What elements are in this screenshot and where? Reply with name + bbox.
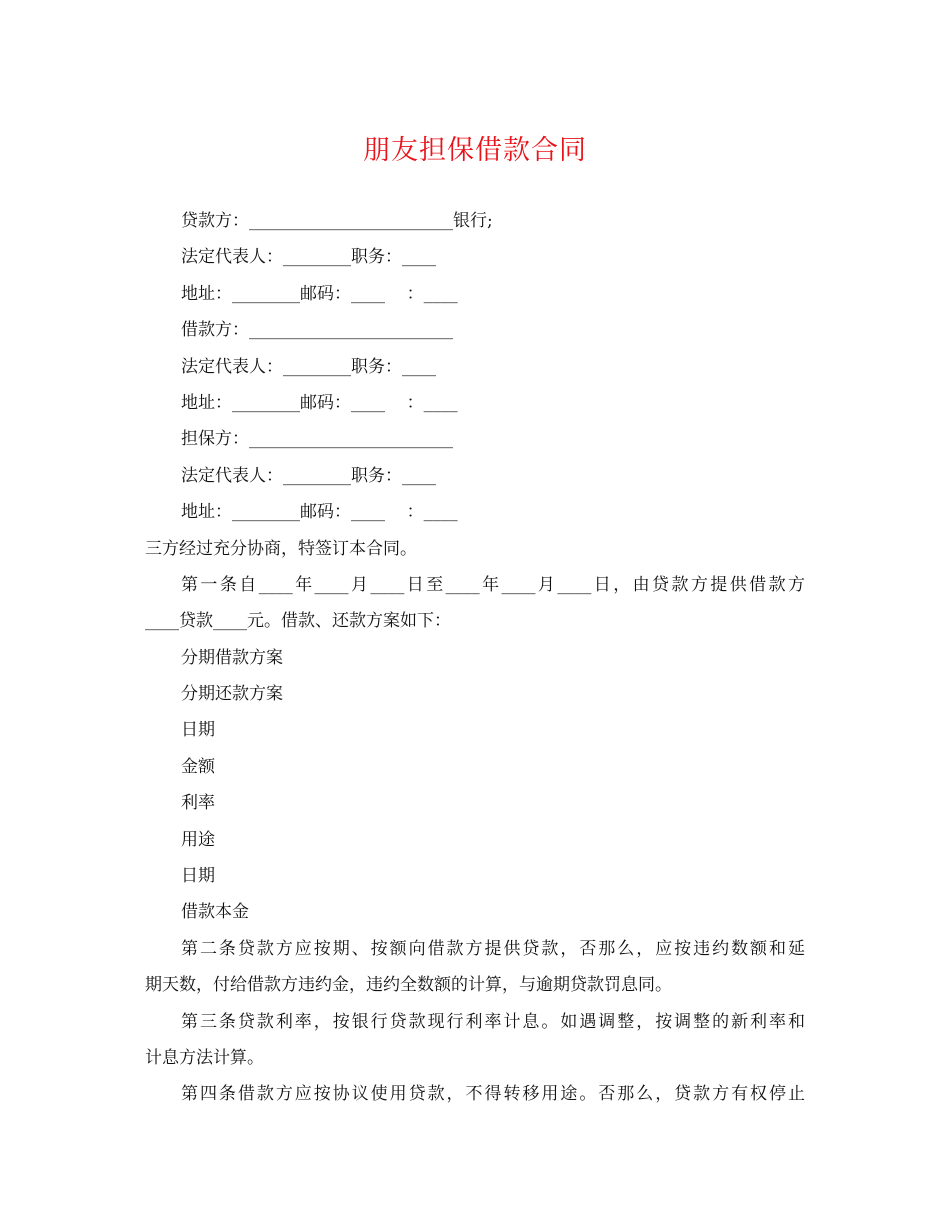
- table-field-date: 日期: [181, 720, 215, 741]
- installment-repayment-plan: 分期还款方案: [181, 684, 283, 705]
- borrower-representative-line: 法定代表人：________职务：____: [181, 356, 436, 377]
- article-2-line-2: 期天数，付给借款方违约金，违约全数额的计算，与逾期贷款罚息同。: [145, 975, 672, 996]
- installment-borrowing-plan: 分期借款方案: [181, 647, 283, 668]
- article-2-line-1: 第二条贷款方应按期、按额向借款方提供贷款，否那么，应按违约数额和延: [181, 938, 805, 959]
- guarantor-representative-line: 法定代表人：________职务：____: [181, 465, 436, 486]
- article-1-line-1: 第一条自____年____月____日至____年____月____日，由贷款方提供借款方: [181, 574, 805, 595]
- article-3-line-2: 计息方法计算。: [145, 1047, 264, 1068]
- borrower-address-line: 地址：________邮码：____ ：____: [181, 392, 458, 413]
- document-body: [145, 203, 805, 1113]
- lender-address-line: 地址：________邮码：____ ：____: [181, 283, 458, 304]
- table-field-principal: 借款本金: [181, 902, 249, 923]
- guarantor-address-line: 地址：________邮码：____ ：____: [181, 502, 458, 523]
- borrower-line: 借款方：________________________: [181, 320, 453, 341]
- article-3-line-1: 第三条贷款利率，按银行贷款现行利率计息。如遇调整，按调整的新利率和: [181, 1011, 805, 1032]
- guarantor-line: 担保方：________________________: [181, 429, 453, 450]
- table-field-purpose: 用途: [181, 829, 215, 850]
- article-4-line-1: 第四条借款方应按协议使用贷款，不得转移用途。否那么，贷款方有权停止: [181, 1084, 805, 1105]
- lender-representative-line: 法定代表人：________职务：____: [181, 247, 436, 268]
- agreement-statement: 三方经过充分协商，特签订本合同。: [145, 538, 417, 559]
- table-field-amount: 金额: [181, 756, 215, 777]
- table-field-rate: 利率: [181, 793, 215, 814]
- article-1-line-2: ____贷款____元。借款、还款方案如下：: [145, 611, 451, 632]
- table-field-date-2: 日期: [181, 866, 215, 887]
- lender-line: 贷款方：________________________银行;: [181, 211, 493, 231]
- document-title: 朋友担保借款合同: [363, 135, 587, 166]
